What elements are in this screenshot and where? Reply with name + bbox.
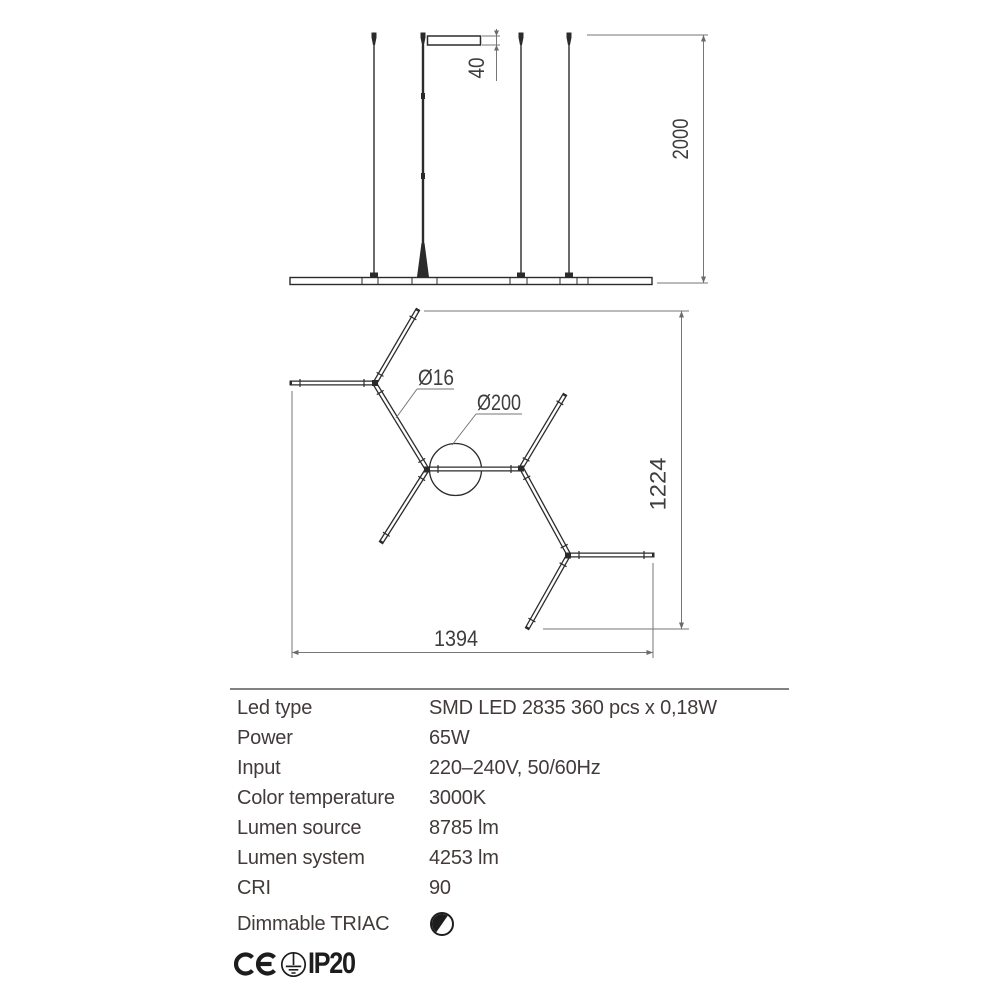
dim-label-canopy-diameter: Ø200 <box>477 390 521 415</box>
leader-tube-diameter <box>396 365 454 418</box>
spec-row-cri <box>230 873 789 903</box>
wire-mount <box>370 273 378 278</box>
protective-earth-icon <box>280 951 307 978</box>
spec-label: Color temperature <box>237 786 395 809</box>
dimension-suspension-height <box>587 35 708 283</box>
ip-rating: IP20 <box>308 947 355 980</box>
ce-mark-icon <box>234 950 280 978</box>
top-view-drawing <box>292 311 689 658</box>
spec-value: SMD LED 2835 360 pcs x 0,18W <box>429 696 717 719</box>
tube-interiors <box>292 311 652 627</box>
wire-mount <box>565 273 573 278</box>
dimmer-icon <box>429 911 455 937</box>
spec-value: 8785 lm <box>429 816 499 839</box>
tube-junction <box>424 467 430 473</box>
spec-value: 65W <box>429 726 470 749</box>
spec-row-led-type <box>230 693 789 723</box>
spec-table <box>230 688 789 979</box>
spec-label: Dimmable TRIAC <box>237 912 390 935</box>
spec-row-lumen-source <box>230 813 789 843</box>
dim-label-tube-diameter: Ø16 <box>418 365 454 390</box>
dimension-width <box>292 391 653 658</box>
spec-row-color-temperature <box>230 783 789 813</box>
spec-label: Lumen system <box>237 846 365 869</box>
cable-coupler <box>421 173 425 179</box>
spec-value: 220–240V, 50/60Hz <box>429 756 601 779</box>
dim-label-1394: 1394 <box>434 626 478 651</box>
dim-label-1224: 1224 <box>645 461 671 511</box>
spec-row-dimmable <box>230 903 789 945</box>
spec-row-input <box>230 753 789 783</box>
canopy-box <box>428 36 481 45</box>
spec-rows <box>230 693 789 979</box>
spec-label: CRI <box>237 876 271 899</box>
side-view-drawing <box>290 29 708 285</box>
spec-row-power <box>230 723 789 753</box>
tube-junction <box>565 553 571 559</box>
wire-mount <box>517 273 525 278</box>
spec-value: 4253 lm <box>429 846 499 869</box>
cable-cone <box>417 243 429 277</box>
tube-junction <box>372 380 378 386</box>
spec-value: 3000K <box>429 786 486 809</box>
dim-label-40: 40 <box>464 54 489 79</box>
cable-coupler <box>421 93 425 99</box>
spec-row-lumen-system <box>230 843 789 873</box>
spec-label: Input <box>237 756 281 779</box>
dim-label-2000: 2000 <box>668 110 693 160</box>
table-top-rule <box>230 688 789 690</box>
leader-canopy-diameter <box>452 390 522 445</box>
spec-label: Power <box>237 726 293 749</box>
fixture-bar <box>290 278 652 285</box>
certifications-row <box>230 949 789 979</box>
spec-value: 90 <box>429 876 451 899</box>
spec-label: Led type <box>237 696 313 719</box>
tube-junction <box>518 466 524 472</box>
spec-label: Lumen source <box>237 816 362 839</box>
